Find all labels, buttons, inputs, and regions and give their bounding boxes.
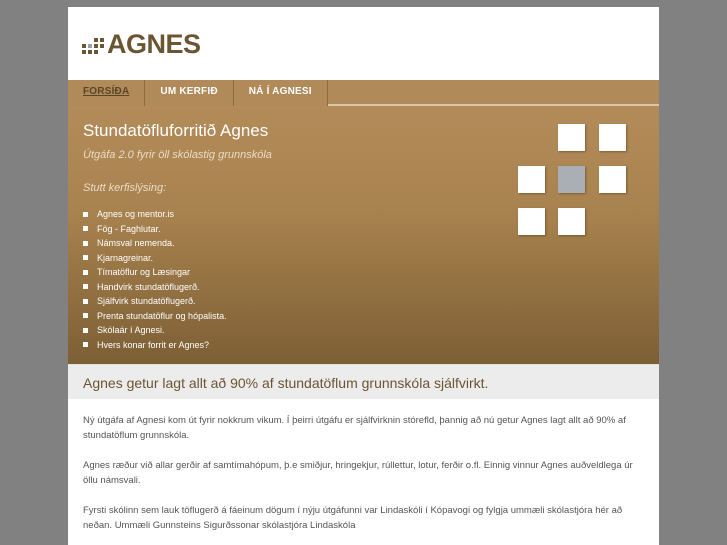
- feature-link[interactable]: Námsval nemenda.: [83, 236, 227, 251]
- feature-list-label: Stutt kerfislýsing:: [83, 182, 167, 194]
- square-bullet-icon: [83, 299, 88, 304]
- content-paragraph: Agnes ræður við allar gerðir af samtímahópum, þ.e smiðjur, hringekjur, rúllettur, lotur, ferðir o.fl. Einnig vinnur Agnes auðveldlega úr öllu námsvali.: [83, 460, 633, 486]
- square-bullet-icon: [83, 313, 88, 318]
- square-icon: [558, 208, 585, 235]
- nav-item-forsida[interactable]: FORSÍÐA: [68, 80, 145, 106]
- square-icon: [558, 124, 585, 151]
- hero-subtitle: Útgáfa 2.0 fyrir öll skólastig grunnskóla: [83, 149, 272, 161]
- hero-title: Stundatöfluforritið Agnes: [83, 121, 269, 140]
- feature-link[interactable]: Hvers konar forrit er Agnes?: [83, 338, 227, 353]
- nav-item-um-kerfid[interactable]: UM KERFIÐ: [145, 80, 233, 106]
- page-container: [68, 7, 659, 545]
- square-icon: [599, 166, 626, 193]
- content-paragraph: Ný útgáfa af Agnesi kom út fyrir nokkrum vikum. Í þeirri útgáfu er sjálfvirknin stórefld, þannig að nú getur Agnes lagt allt að 90% af stundatöflum grunnskóla.: [83, 415, 626, 441]
- gray-square-icon: [558, 166, 585, 193]
- hero-section: [68, 106, 659, 364]
- content-paragraph: Fyrsti skólinn sem lauk töflugerð á fáeinum dögum í nýju útgáfunni var Lindaskóli í Kópavogi og fylgja ummæli skólastjóra hér að neðan. Ummæli Gunnsteins Sigurðssonar skólastjóra Lindaskóla: [83, 505, 623, 531]
- logo-squares-icon: [82, 38, 104, 54]
- square-bullet-icon: [83, 284, 88, 289]
- square-bullet-icon: [83, 342, 88, 347]
- feature-link[interactable]: Agnes og mentor.is: [83, 207, 227, 222]
- headline-band: [68, 364, 659, 399]
- square-bullet-icon: [83, 241, 88, 246]
- square-bullet-icon: [83, 212, 88, 217]
- site-header: [68, 7, 659, 80]
- feature-link[interactable]: Kjarnagreinar.: [83, 251, 227, 266]
- feature-link[interactable]: Skólaár í Agnesi.: [83, 323, 227, 338]
- square-bullet-icon: [83, 270, 88, 275]
- feature-link[interactable]: Handvirk stundatöflugerð.: [83, 280, 227, 295]
- square-icon: [599, 124, 626, 151]
- main-nav: [68, 80, 659, 106]
- square-icon: [518, 166, 545, 193]
- main-content: [68, 399, 659, 533]
- nav-filler: [328, 80, 659, 106]
- feature-link[interactable]: Prenta stundatöflur og hópalista.: [83, 309, 227, 324]
- agnes-logo[interactable]: [82, 31, 201, 58]
- feature-link[interactable]: Tímatöflur og Læsingar: [83, 265, 227, 280]
- nav-item-na-i-agnesi[interactable]: NÁ Í AGNESI: [234, 80, 328, 106]
- feature-list: [83, 207, 227, 352]
- logo-text: AGNES: [107, 29, 201, 59]
- feature-link[interactable]: Fög - Faghlutar.: [83, 222, 227, 237]
- square-bullet-icon: [83, 255, 88, 260]
- square-bullet-icon: [83, 226, 88, 231]
- square-icon: [518, 208, 545, 235]
- headline-text: Agnes getur lagt allt að 90% af stundatöflum grunnskóla sjálfvirkt.: [83, 375, 489, 391]
- square-bullet-icon: [83, 328, 88, 333]
- feature-link[interactable]: Sjálfvirk stundatöflugerð.: [83, 294, 227, 309]
